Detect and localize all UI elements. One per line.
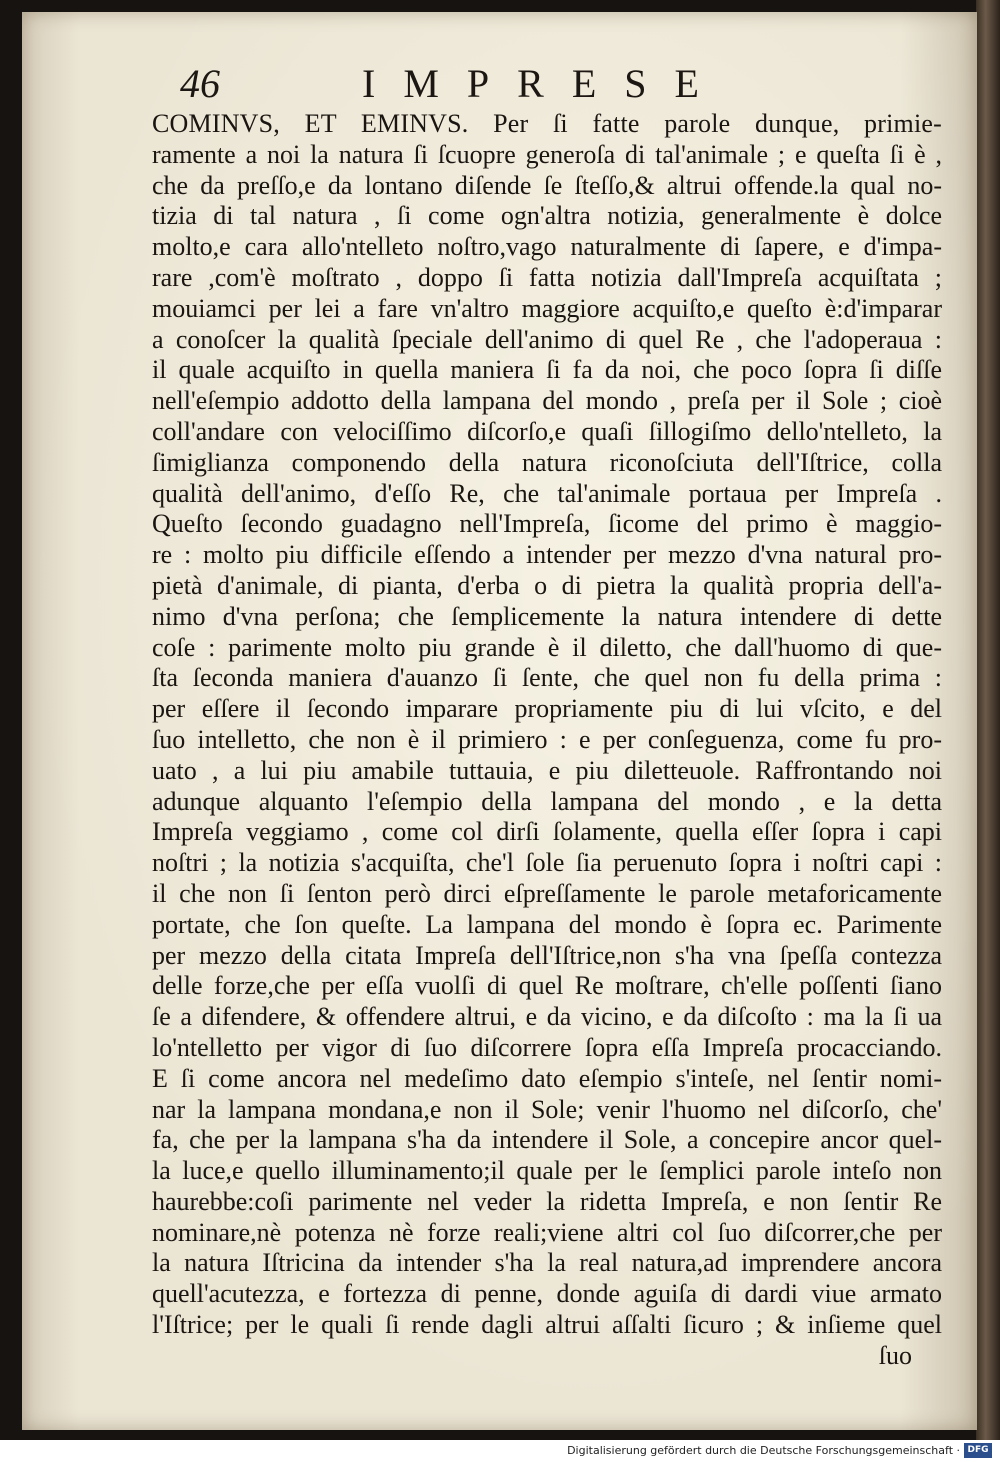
text-line: coſe : parimente molto piu grande è il diletto, che dall'huomo di que- bbox=[152, 632, 942, 662]
text-line: molto,e cara allo'ntelleto noſtro,vago naturalmente di ſapere, e d'impa- bbox=[152, 232, 942, 262]
book-spine-edge bbox=[976, 0, 1000, 1440]
funding-credit: Digitalisierung gefördert durch die Deutsche Forschungsgemeinschaft · bbox=[567, 1444, 960, 1457]
text-line: coll'andare con velociſſimo diſcorſo,e quaſi ſillogiſmo dello'ntelleto, la bbox=[152, 416, 942, 446]
text-line: rare ,com'è moſtrato , doppo ſi fatta notizia dall'Impreſa acquiſtata ; bbox=[152, 262, 942, 292]
text-line: mouiamci per lei a fare vn'altro maggiore acquiſto,e queſto è:d'imparar bbox=[152, 293, 942, 323]
text-line: il quale acquiſto in quella maniera ſi fa da noi, che poco ſopra ſi diſſe bbox=[152, 355, 942, 385]
page-header bbox=[22, 60, 977, 108]
text-line: nar la lampana mondana,e non il Sole; venir l'huomo nel diſcorſo, che' bbox=[152, 1094, 942, 1124]
text-line: la natura Iſtricina da intender s'ha la real natura,ad imprendere ancora bbox=[152, 1248, 942, 1278]
text-line: Queſto ſecondo guadagno nell'Impreſa, ſicome del primo è maggio- bbox=[152, 509, 942, 539]
text-line: pietà d'animale, di pianta, d'erba o di pietra la qualità propria dell'a- bbox=[152, 570, 942, 600]
text-line: COMINVS, ET EMINVS. Per ſi fatte parole dunque, primie- bbox=[152, 109, 942, 138]
text-line: il che non ſi ſenton però dirci eſpreſſamente le parole metaforicamente bbox=[152, 878, 942, 908]
text-line: ſimiglianza componendo della natura riconoſciuta dell'Iſtrice, colla bbox=[152, 447, 942, 477]
text-line: ſta ſeconda maniera d'auanzo ſi ſente, che quel non fu della prima : bbox=[152, 663, 942, 693]
text-line: ramente a noi la natura ſi ſcuopre generoſa di tal'animale ; e queſta ſi è , bbox=[152, 139, 942, 169]
text-line: E ſi come ancora nel medeſimo dato eſempio s'inteſe, nel ſentir nomi- bbox=[152, 1063, 942, 1093]
text-line: l'Iſtrice; per le quali ſi rende dagli altrui aſſalti ſicuro ; & inſieme quel bbox=[152, 1310, 942, 1340]
text-line: Impreſa veggiamo , come col dirſi ſolamente, quella eſſer ſopra i capi bbox=[152, 817, 942, 847]
text-line: re : molto piu difficile eſſendo a intender per mezzo d'vna natural pro- bbox=[152, 540, 942, 570]
text-line: qualità dell'animo, d'eſſo Re, che tal'animale portaua per Impreſa . bbox=[152, 478, 942, 508]
text-line: nominare,nè potenza nè forze reali;viene altri col ſuo diſcorrer,che per bbox=[152, 1217, 942, 1247]
text-line: adunque alquanto l'eſempio della lampana del mondo , e la detta bbox=[152, 786, 942, 816]
text-line: delle forze,che per eſſa vuolſi di quel Re moſtrare, ch'elle poſſenti ſiano bbox=[152, 971, 942, 1001]
text-line: quell'acutezza, e fortezza di penne, donde aguiſa di dardi viue armato bbox=[152, 1279, 942, 1309]
text-line: noſtri ; la notizia s'acquiſta, che'l ſole ſia peruenuto ſopra i noſtri capi : bbox=[152, 848, 942, 878]
text-line: lo'ntelletto per vigor di ſuo diſcorrere ſopra eſſa Impreſa procacciando. bbox=[152, 1032, 942, 1062]
text-line: ſuo intelletto, che non è il primiero : e per conſeguenza, come fu pro- bbox=[152, 724, 942, 754]
book-page bbox=[22, 12, 977, 1430]
text-line: nimo d'vna perſona; che ſemplicemente la natura intendere di dette bbox=[152, 601, 942, 631]
running-title: IMPRESE bbox=[362, 61, 727, 106]
text-line: tizia di tal natura , ſi come ogn'altra notizia, generalmente è dolce bbox=[152, 201, 942, 231]
text-line: ſe a difendere, & offendere altrui, e da vicino, e da diſcoſto : ma la ſi ua bbox=[152, 1002, 942, 1032]
text-line: per eſſere il ſecondo imparare propriamente piu di lui vſcito, e del bbox=[152, 694, 942, 724]
text-line: per mezzo della citata Impreſa dell'Iſtrice,non s'ha vna ſpeſſa contezza bbox=[152, 940, 942, 970]
digitization-footer bbox=[0, 1440, 1000, 1462]
text-line: portate, che ſon queſte. La lampana del mondo è ſopra ec. Parimente bbox=[152, 909, 942, 939]
page-body-text bbox=[152, 109, 942, 1372]
text-line: nell'eſempio addotto della lampana del mondo , preſa per il Sole ; cioè bbox=[152, 386, 942, 416]
text-line: uato , a lui piu amabile tuttauia, e piu diletteuole. Raffrontando noi bbox=[152, 755, 942, 785]
page-number: 46 bbox=[180, 61, 220, 106]
text-line: che da preſſo,e da lontano diſende ſe ſteſſo,& altrui offende.la qual no- bbox=[152, 170, 942, 200]
text-line: fa, che per la lampana s'ha da intendere il Sole, a concepire ancor quel- bbox=[152, 1125, 942, 1155]
dfg-logo-icon: DFG bbox=[964, 1443, 992, 1458]
text-line: la luce,e quello illuminamento;il quale per le ſemplici parole inteſo non bbox=[152, 1156, 942, 1186]
catchword: ſuo bbox=[878, 1340, 912, 1370]
text-line: haurebbe:coſi parimente nel veder la ridetta Impreſa, e non ſentir Re bbox=[152, 1186, 942, 1216]
text-line: a conoſcer la qualità ſpeciale dell'animo di quel Re , che l'adoperaua : bbox=[152, 324, 942, 354]
